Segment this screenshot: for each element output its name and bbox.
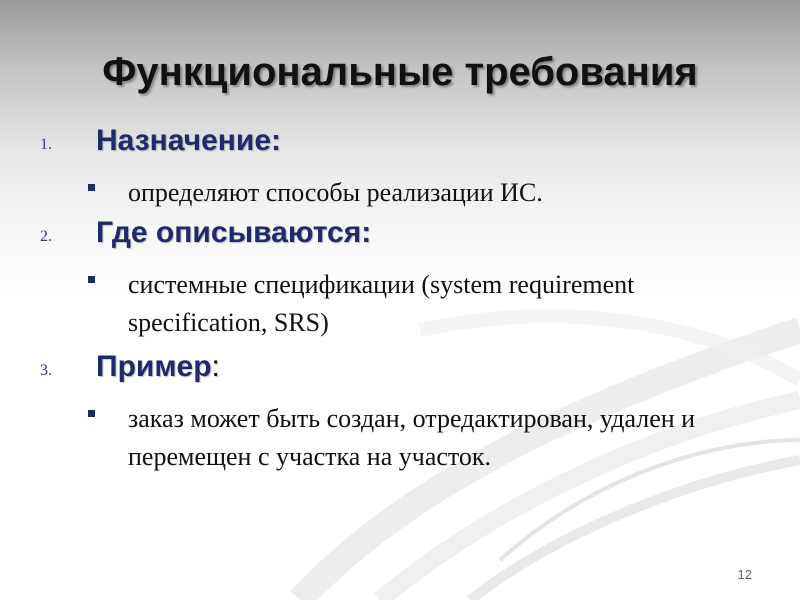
- slide-title: Функциональные требования: [102, 50, 698, 94]
- item-heading: [96, 350, 220, 384]
- item-heading-colon: :: [211, 350, 220, 383]
- item-number: 2.: [40, 228, 52, 245]
- square-bullet-icon: [88, 184, 95, 191]
- item-heading-text: Пример: [96, 350, 212, 383]
- square-bullet-icon: [88, 276, 95, 283]
- square-bullet-icon: [88, 410, 95, 417]
- page-number: 12: [737, 567, 752, 582]
- bullet-text: определяют способы реализации ИС.: [128, 178, 543, 207]
- bullet-text: системные спецификации (system requirement specification, SRS): [128, 270, 635, 337]
- item-number: 3.: [40, 362, 52, 379]
- bullet-text: заказ может быть создан, отредактирован, удален и перемещен с участка на участок.: [128, 404, 696, 471]
- item-heading: Назначение:: [96, 124, 282, 157]
- item-heading: Где описываются:: [96, 216, 372, 249]
- item-number: 1.: [40, 136, 52, 153]
